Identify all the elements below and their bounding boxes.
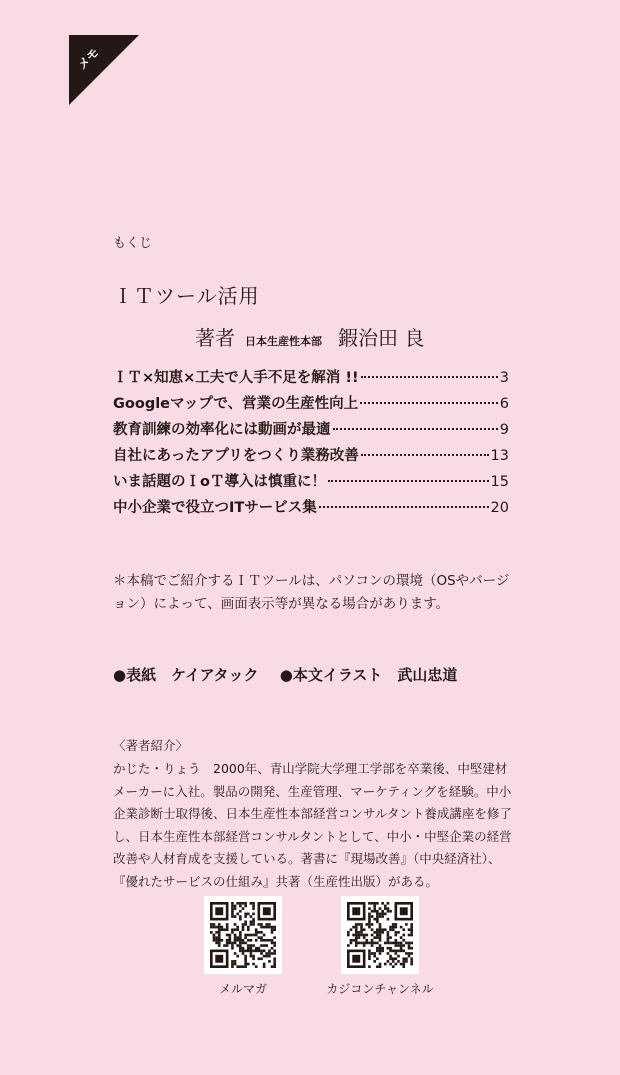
qr-caption: カジコンチャンネル <box>326 982 434 996</box>
author-label: 著者 <box>195 326 235 350</box>
toc-leader-dots <box>361 376 498 378</box>
toc-leader-dots <box>328 480 489 482</box>
toc-leader-dots <box>333 428 498 430</box>
toc-item[interactable] <box>113 496 509 522</box>
toc-leader-dots <box>319 506 489 508</box>
mailmag-qr-code[interactable] <box>204 896 282 974</box>
toc-item-title: 自社にあったアプリをつくり業務改善 <box>113 448 359 464</box>
memo-corner-tab <box>69 35 139 105</box>
illustration-credit: ●本文イラスト 武山忠道 <box>279 666 458 684</box>
channel-qr-code[interactable] <box>341 896 419 974</box>
credits <box>113 664 473 685</box>
toc-item-title: 中小企業で役立つITサービス集 <box>113 500 317 516</box>
mailmag-qr-block[interactable] <box>203 896 283 997</box>
toc-item-page: 13 <box>490 448 509 464</box>
toc-item[interactable] <box>113 392 509 418</box>
toc-item[interactable] <box>113 470 509 496</box>
cover-credit: ●表紙 ケイアタック <box>113 666 259 684</box>
toc-item-page: 6 <box>499 396 509 412</box>
toc-item-page: 9 <box>499 422 509 438</box>
toc-item-title: Googleマップで、営業の生産性向上 <box>113 396 359 412</box>
qr-code-icon <box>347 902 413 968</box>
toc-item-page: 15 <box>490 474 509 490</box>
toc-item[interactable] <box>113 418 509 444</box>
memo-corner-label: メモ <box>74 45 102 73</box>
bio-heading: 〈著者紹介〉 <box>113 738 189 753</box>
toc-leader-dots <box>361 454 489 456</box>
author-name: 鍜治田 良 <box>338 326 425 350</box>
toc-item-page: 3 <box>499 370 509 386</box>
toc-item[interactable] <box>113 366 509 392</box>
toc-item[interactable] <box>113 444 509 470</box>
toc-item-page: 20 <box>490 500 509 516</box>
channel-qr-block[interactable] <box>318 896 442 997</box>
toc-item-title: 教育訓練の効率化には動画が最適 <box>113 422 331 438</box>
environment-note: ＊本稿でご紹介するＩＴツールは、パソコンの環境（OSやバージョン）によって、画面表示等が異なる場合があります。 <box>113 573 510 612</box>
qr-caption: メルマガ <box>218 982 267 996</box>
author-affiliation: 日本生産性本部 <box>245 335 322 348</box>
book-title: ＩＴツール活用 <box>113 284 260 308</box>
toc-leader-dots <box>360 402 498 404</box>
toc-item-title: ＩＴ×知恵×工夫で人手不足を解消 !! <box>113 370 359 386</box>
author-row <box>195 322 424 351</box>
toc-list <box>113 366 509 522</box>
toc-item-title: いま話題のＩoＴ導入は慎重に！ <box>113 474 326 490</box>
qr-code-icon <box>210 902 276 968</box>
toc-heading: もくじ <box>113 236 153 251</box>
bio-text: かじた・りょう 2000年、青山学院大学理工学部を卒業後、中堅建材メーカーに入社。製品の開発、生産管理、マーケティングを経験。中小企業診断士取得後、日本生産性本部経営コンサルタント養成講座を修了し、日本生産性本部経営コンサルタントとして、中小・中堅企業の経営改善や人材育成を支援している。著書に『現場改善』（中央経済社）、『優れたサービスの仕組み』共著（生産性出版）がある。 <box>113 761 512 889</box>
